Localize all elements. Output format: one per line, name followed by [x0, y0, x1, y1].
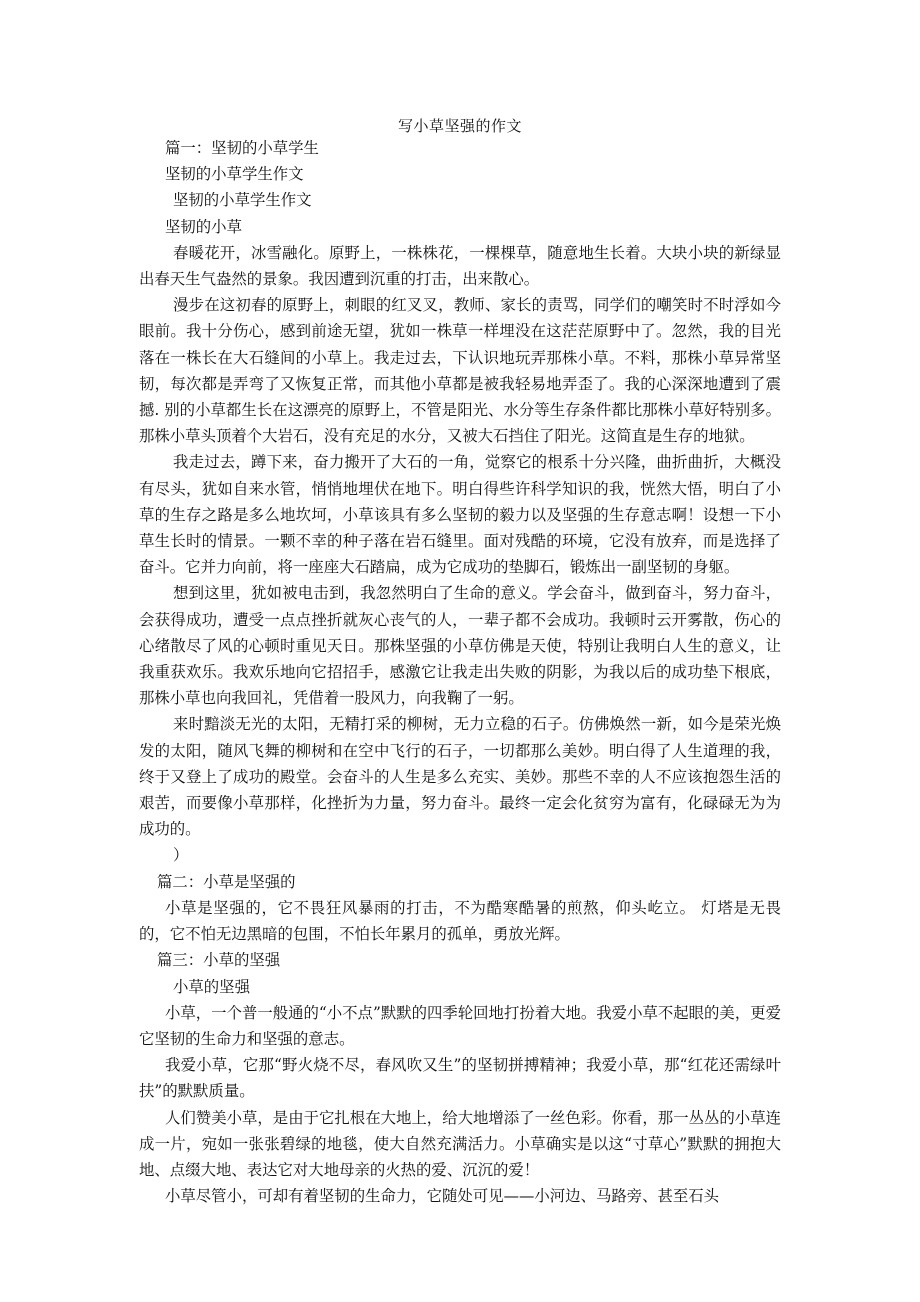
section-heading-1: 篇一：坚韧的小草学生: [165, 139, 319, 157]
subheading-3: 坚韧的小草: [165, 217, 242, 236]
subheading-2: 坚韧的小草学生作文: [173, 191, 312, 210]
paragraph-2: 漫步在这初春的原野上，刺眼的红叉叉，教师、家长的责骂，同学们的嘲笑时不时浮如今眼前。我十分伤心，感到前途无望，犹如一株草一样埋没在这茫茫原野中了。忽然，我的目光落在一株长在大石缝间的小草上。我走过去，下认识地玩弄那株小草。不料，那株小草异常坚韧，每次都是弄弯了又恢复正常，而其他小草都是被我轻易地弄歪了。我的心深深地遭到了震撼. 别的小草都生长在这漂亮的原野上，不管是阳光、水分等生存条件都比那株小草好特别多。那株小草头顶着个大岩石，没有充足的水分，又被大石挡住了阳光。这简直是生存的地狱。: [139, 296, 781, 446]
closing-paren: ）: [173, 846, 189, 865]
paragraph-10: 小草尽管小，可却有着坚韧的生命力，它随处可见——小河边、马路旁、甚至石头: [165, 1187, 720, 1206]
paragraph-7: 小草，一个普一般通的“小不点”默默的四季轮回地打扮着大地。我爱小草不起眼的美，更爱它坚韧的生命力和坚强的意志。: [139, 1003, 781, 1048]
paragraph-4: 想到这里，犹如被电击到，我忽然明白了生命的意义。学会奋斗，做到奋斗，努力奋斗，会获得成功，遭受一点点挫折就灰心丧气的人，一辈子都不会成功。我顿时云开雾散，伤心的心绪散尽了风的心顿时重见天日。那株坚强的小草仿佛是天使，特别让我明白人生的意义，让我重获欢乐。我欢乐地向它招招手，感激它让我走出失败的阴影，为我以后的成功垫下根底，那株小草也向我回礼，凭借着一股风力，向我鞠了一躬。: [139, 584, 781, 708]
paragraph-5: 来时黯淡无光的太阳，无精打采的柳树，无力立稳的石子。仿佛焕然一新，如今是荣光焕发的太阳，随风飞舞的柳树和在空中飞行的石子，一切都那么美妙。明白得了人生道理的我，终于又登上了成功的殿堂。会奋斗的人生是多么充实、美妙。那些不幸的人不应该抱怨生活的艰苦，而要像小草那样，化挫折为力量，努力奋斗。最终一定会化贫穷为富有，化碌碌无为为成功的。: [139, 715, 781, 839]
paragraph-6: 小草是坚强的，它不畏狂风暴雨的打击，不为酷寒酷暑的煎熬，仰头屹立。 灯塔是无畏的，它不怕无边黑暗的包围，不怕长年累月的孤单，勇放光辉。: [139, 898, 781, 944]
section-heading-2: 篇二：小草是坚强的: [157, 872, 296, 891]
paragraph-8: 我爱小草，它那“野火烧不尽，春风吹又生”的坚韧拼搏精神；我爱小草，那“红花还需绿叶扶”的默默质量。: [139, 1056, 781, 1101]
document-body: [139, 135, 781, 1209]
subheading-1: 坚韧的小草学生作文: [165, 165, 304, 184]
paragraph-1: 春暖花开，冰雪融化。原野上，一株株花，一棵棵草，随意地生长着。大块小块的新绿显出春天生气盎然的景象。我因遭到沉重的打击，出来散心。: [139, 243, 781, 289]
subheading-4: 小草的坚强: [173, 977, 250, 996]
paragraph-3: 我走过去，蹲下来，奋力搬开了大石的一角，觉察它的根系十分兴隆，曲折曲折，大概没有尽头，犹如自来水管，悄悄地埋伏在地下。明白得些许科学知识的我，恍然大悟，明白了小草的生存之路是多么地坎坷，小草该具有多么坚韧的毅力以及坚强的生存意志啊！设想一下小草生长时的情景。一颗不幸的种子落在岩石缝里。面对残酷的环境，它没有放弃，而是选择了奋斗。它并力向前，将一座座大石踏扁，成为它成功的垫脚石，锻炼出一副坚韧的身躯。: [139, 453, 781, 577]
document-title: 写小草坚强的作文: [397, 117, 522, 135]
paragraph-9: 人们赞美小草，是由于它扎根在大地上，给大地增添了一丝色彩。你看，那一丛丛的小草连成一片，宛如一张张碧绿的地毯，使大自然充满活力。小草确实是以这“寸草心”默默的拥抱大地、点缀大地、表达它对大地母亲的火热的爱、沉沉的爱！: [139, 1108, 781, 1179]
section-heading-3: 篇三：小草的坚强: [157, 951, 281, 970]
